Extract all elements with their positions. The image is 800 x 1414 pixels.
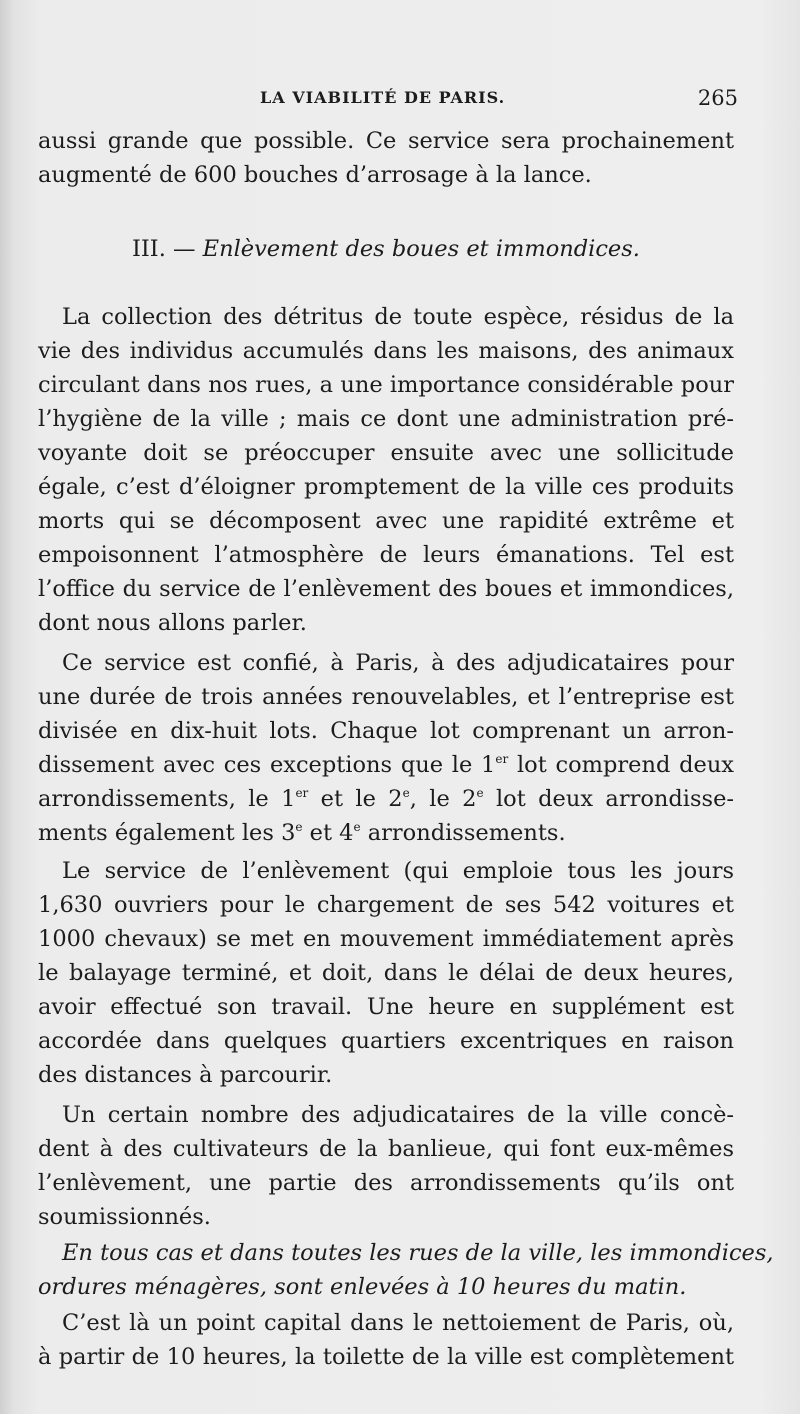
text-line: l’office du service de l’enlèvement des boues et immondices, [38,576,734,602]
text-line: Un certain nombre des adjudicataires de la ville concè- [62,1102,734,1128]
text-line: l’enlèvement, une partie des arrondissements qu’ils ont [38,1170,734,1196]
paragraph-2 [38,646,734,850]
text-line: empoisonnent l’atmosphère de leurs émanations. Tel est [38,542,734,568]
text-line: Ce service est confié, à Paris, à des adjudicataires pour [62,650,734,676]
page-header [38,86,738,112]
text-line: accordée dans quelques quartiers excentriques en raison [38,1028,734,1054]
text-line: l’hygiène de la ville ; mais ce dont une administration pré- [38,406,734,432]
text-line: augmenté de 600 bouches d’arrosage à la lance. [38,162,592,188]
text-line: ordures ménagères, sont enlevées à 10 heures du matin. [38,1274,687,1300]
text-line: dont nous allons parler. [38,610,307,636]
paragraph-4 [38,1098,734,1234]
section-numeral: III. — [132,236,196,262]
paragraph-1 [38,300,734,640]
text-line: 1000 chevaux) se met en mouvement immédiatement après [38,926,734,952]
text-line: voyante doit se préoccuper ensuite avec une sollicitude [38,440,734,466]
running-title: LA VIABILITÉ DE PARIS. [260,88,506,107]
text-line: La collection des détritus de toute espèce, résidus de la [62,304,734,330]
text-line: soumissionnés. [38,1204,211,1230]
text-line: dissement avec ces exceptions que le 1er lot comprend deux [38,752,734,778]
text-line: 1,630 ouvriers pour le chargement de ses 542 voitures et [38,892,734,918]
text-line: le balayage terminé, et doit, dans le délai de deux heures, [38,960,734,986]
text-line: arrondissements, le 1er et le 2e, le 2e lot deux arrondisse- [38,786,735,812]
text-line: des distances à parcourir. [38,1062,333,1088]
text-line: En tous cas et dans toutes les rues de la ville, les immondices, [62,1240,774,1266]
paragraph-6 [38,1306,734,1374]
text-line: dent à des cultivateurs de la banlieue, qui font eux-mêmes [38,1136,734,1162]
paragraph-3 [38,854,734,1092]
section-heading [38,232,734,266]
paragraph-5-italic [38,1236,774,1304]
text-line: circulant dans nos rues, a une importance considérable pour [38,372,734,398]
text-line: une durée de trois années renouvelables, et l’entreprise est [38,684,734,710]
text-line: ments également les 3e et 4e arrondissements. [38,820,566,846]
text-line: avoir effectué son travail. Une heure en supplément est [38,994,734,1020]
text-line: divisée en dix-huit lots. Chaque lot comprenant un arron- [38,718,734,744]
text-line: à partir de 10 heures, la toilette de la ville est complètement [38,1344,734,1370]
text-line: vie des individus accumulés dans les maisons, des animaux [38,338,734,364]
text-line: morts qui se décomposent avec une rapidité extrême et [38,508,734,534]
page-number: 265 [697,86,738,110]
section-title: Enlèvement des boues et immondices. [202,236,640,262]
text-line: aussi grande que possible. Ce service sera prochainement [38,128,734,154]
text-line: C’est là un point capital dans le nettoiement de Paris, où, [62,1310,734,1336]
text-line: égale, c’est d’éloigner promptement de la ville ces produits [38,474,734,500]
text-line: Le service de l’enlèvement (qui emploie tous les jours [62,858,734,884]
paragraph-continuation [38,124,734,192]
